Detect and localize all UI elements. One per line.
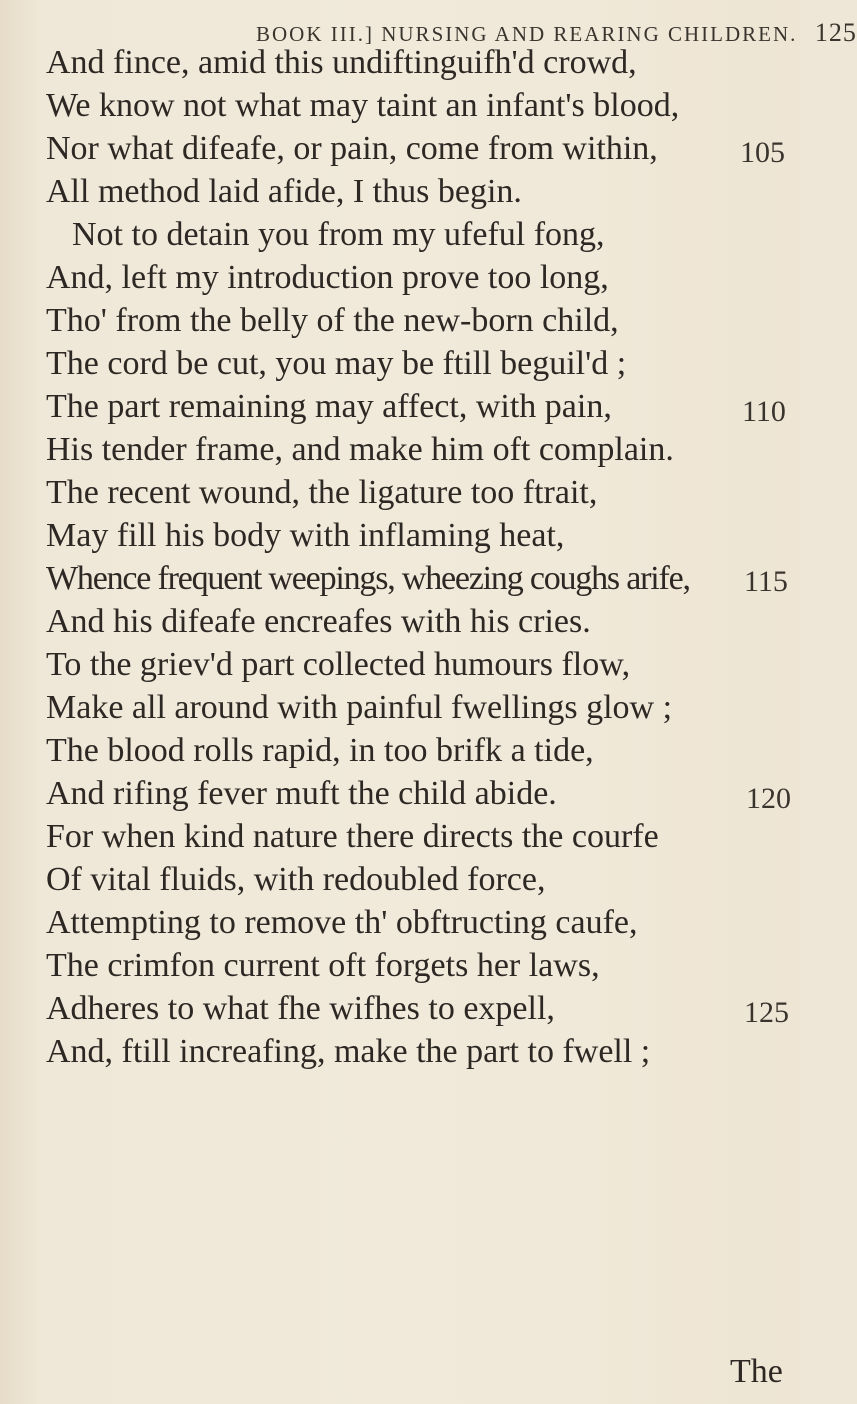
verse-line: Make all around with painful fwellings glow ;	[46, 689, 673, 726]
verse-line: To the griev'd part collected humours flow,	[46, 646, 631, 683]
line-number: 120	[746, 782, 791, 815]
verse-line: Of vital fluids, with redoubled force,	[46, 861, 546, 898]
catchword: The	[730, 1353, 783, 1390]
verse-line: The blood rolls rapid, in too brifk a tide,	[46, 732, 594, 769]
verse-line: Adheres to what fhe wifhes to expell,	[46, 990, 555, 1027]
line-number: 110	[742, 395, 786, 428]
verse-line: And, ftill increafing, make the part to fwell ;	[46, 1033, 651, 1070]
page-number: 125	[814, 18, 857, 47]
verse-line: The part remaining may affect, with pain,	[46, 388, 612, 425]
verse-line: And, left my introduction prove too long,	[46, 259, 609, 296]
line-number: 115	[744, 565, 788, 598]
verse-line: All method laid afide, I thus begin.	[46, 173, 522, 210]
verse-line: The cord be cut, you may be ftill beguil'd ;	[46, 345, 627, 382]
verse-line: His tender frame, and make him oft complain.	[46, 431, 674, 468]
verse-line: The recent wound, the ligature too ftrait,	[46, 474, 598, 511]
verse-line: Tho' from the belly of the new-born child,	[46, 302, 619, 339]
line-number: 125	[744, 996, 789, 1029]
verse-line: The crimfon current oft forgets her laws,	[46, 947, 600, 984]
verse-line: Not to detain you from my ufeful fong,	[72, 216, 605, 253]
verse-line: And rifing fever muft the child abide.	[46, 775, 557, 812]
verse-line: Attempting to remove th' obftructing caufe,	[46, 904, 638, 941]
verse-line: Whence frequent weepings, wheezing coughs arife,	[46, 560, 690, 597]
verse-line: And his difeafe encreafes with his cries.	[46, 603, 591, 640]
line-number: 105	[740, 136, 785, 169]
verse-line: For when kind nature there directs the courfe	[46, 818, 659, 855]
verse-line: Nor what difeafe, or pain, come from within,	[46, 130, 658, 167]
running-title: BOOK III.] NURSING AND REARING CHILDREN.	[256, 22, 798, 46]
verse-line: And fince, amid this undiftinguifh'd crowd,	[46, 44, 637, 81]
verse-line: May fill his body with inflaming heat,	[46, 517, 565, 554]
verse-line: We know not what may taint an infant's blood,	[46, 87, 680, 124]
